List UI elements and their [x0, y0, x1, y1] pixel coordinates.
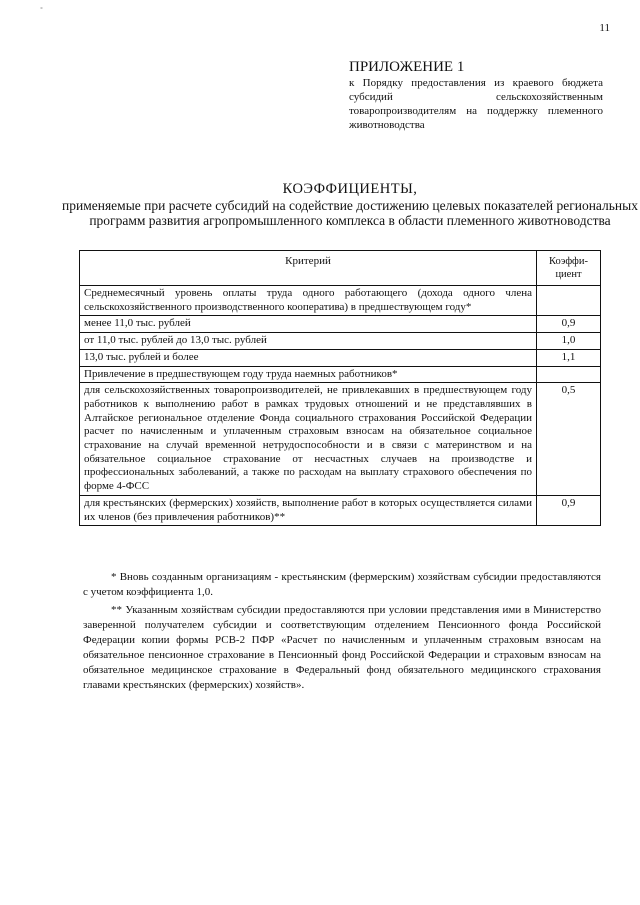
table-header-row	[80, 251, 601, 286]
table-row	[80, 316, 601, 333]
table-row	[80, 349, 601, 366]
criterion-cell: от 11,0 тыс. рублей до 13,0 тыс. рублей	[80, 333, 537, 350]
heading-title: КОЭФФИЦИЕНТЫ,	[282, 181, 418, 197]
corner-mark: ˚	[40, 6, 43, 16]
table-row	[80, 286, 601, 316]
appendix-text: к Порядку предоставления из краевого бюджета субсидий сельскохозяйственным товаропроизводителям на поддержку племенного животноводства	[349, 77, 603, 131]
footnotes	[83, 570, 601, 696]
criterion-cell: Привлечение в предшествующем году труда наемных работников*	[80, 366, 537, 383]
criterion-cell: для крестьянских (фермерских) хозяйств, выполнение работ в которых осуществляется силами их членов (без привлечения работников)**	[80, 495, 537, 525]
criterion-cell: Среднемесячный уровень оплаты труда одного работающего (дохода одного члена сельскохозяйственного производственного кооператива) в предшествующем году*	[80, 286, 537, 316]
footnote: ** Указанным хозяйствам субсидии предоставляются при условии представления ими в Министерство заверенной получателем субсидии и соответствующим отделением Пенсионного фонда Российской Федерации копии формы РСВ-2 ПФР «Расчет по начисленным и уплаченным страховым взносам на обязательное пенсионное страхование в Пенсионный фонд Российской Федерации и страховым взносам на обязательное медицинское страхование в Федеральный фонд обязательного медицинского страхования главами крестьянских (фермерских) хозяйств».	[83, 604, 601, 691]
coefficient-cell	[537, 366, 601, 383]
coefficient-cell	[537, 286, 601, 316]
document-heading	[60, 181, 640, 228]
coefficient-cell: 0,5	[537, 383, 601, 496]
table-row	[80, 383, 601, 496]
footnote: * Вновь созданным организациям - крестьянским (фермерским) хозяйствам субсидии предоставляются с учетом коэффициента 1,0.	[83, 571, 601, 598]
table-row	[80, 333, 601, 350]
coefficient-cell: 1,1	[537, 349, 601, 366]
coefficient-cell: 0,9	[537, 495, 601, 525]
page-number: 11	[599, 22, 610, 34]
heading-subtitle: применяемые при расчете субсидий на содействие достижению целевых показателей региональных программ развития агропромышленного комплекса в области племенного животноводства	[62, 198, 638, 228]
criterion-cell: для сельскохозяйственных товаропроизводителей, не привлекавших в предшествующем году работников к выполнению работ в рамках трудовых отношений и не представлявших в Алтайское региональное отделение Фонда социального страхования Российской Федерации расчет по начисленным и уплаченным страховым взносам на обязательное социальное страхование на случай временной нетрудоспособности и в связи с материнством и на обязательное социальное страхование от несчастных случаев на производстве и профессиональных заболеваний, а также по расходам на выплату страхового обеспечения по форме 4-ФСС	[80, 383, 537, 496]
coefficient-cell: 1,0	[537, 333, 601, 350]
criterion-cell: 13,0 тыс. рублей и более	[80, 349, 537, 366]
coefficients-table	[79, 250, 601, 526]
table-row	[80, 366, 601, 383]
header-criterion: Критерий	[80, 251, 537, 286]
header-coefficient: Коэффи- циент	[537, 251, 601, 286]
criterion-cell: менее 11,0 тыс. рублей	[80, 316, 537, 333]
coefficient-cell: 0,9	[537, 316, 601, 333]
appendix-block	[349, 58, 603, 132]
appendix-title: ПРИЛОЖЕНИЕ 1	[349, 59, 465, 75]
table-row	[80, 495, 601, 525]
